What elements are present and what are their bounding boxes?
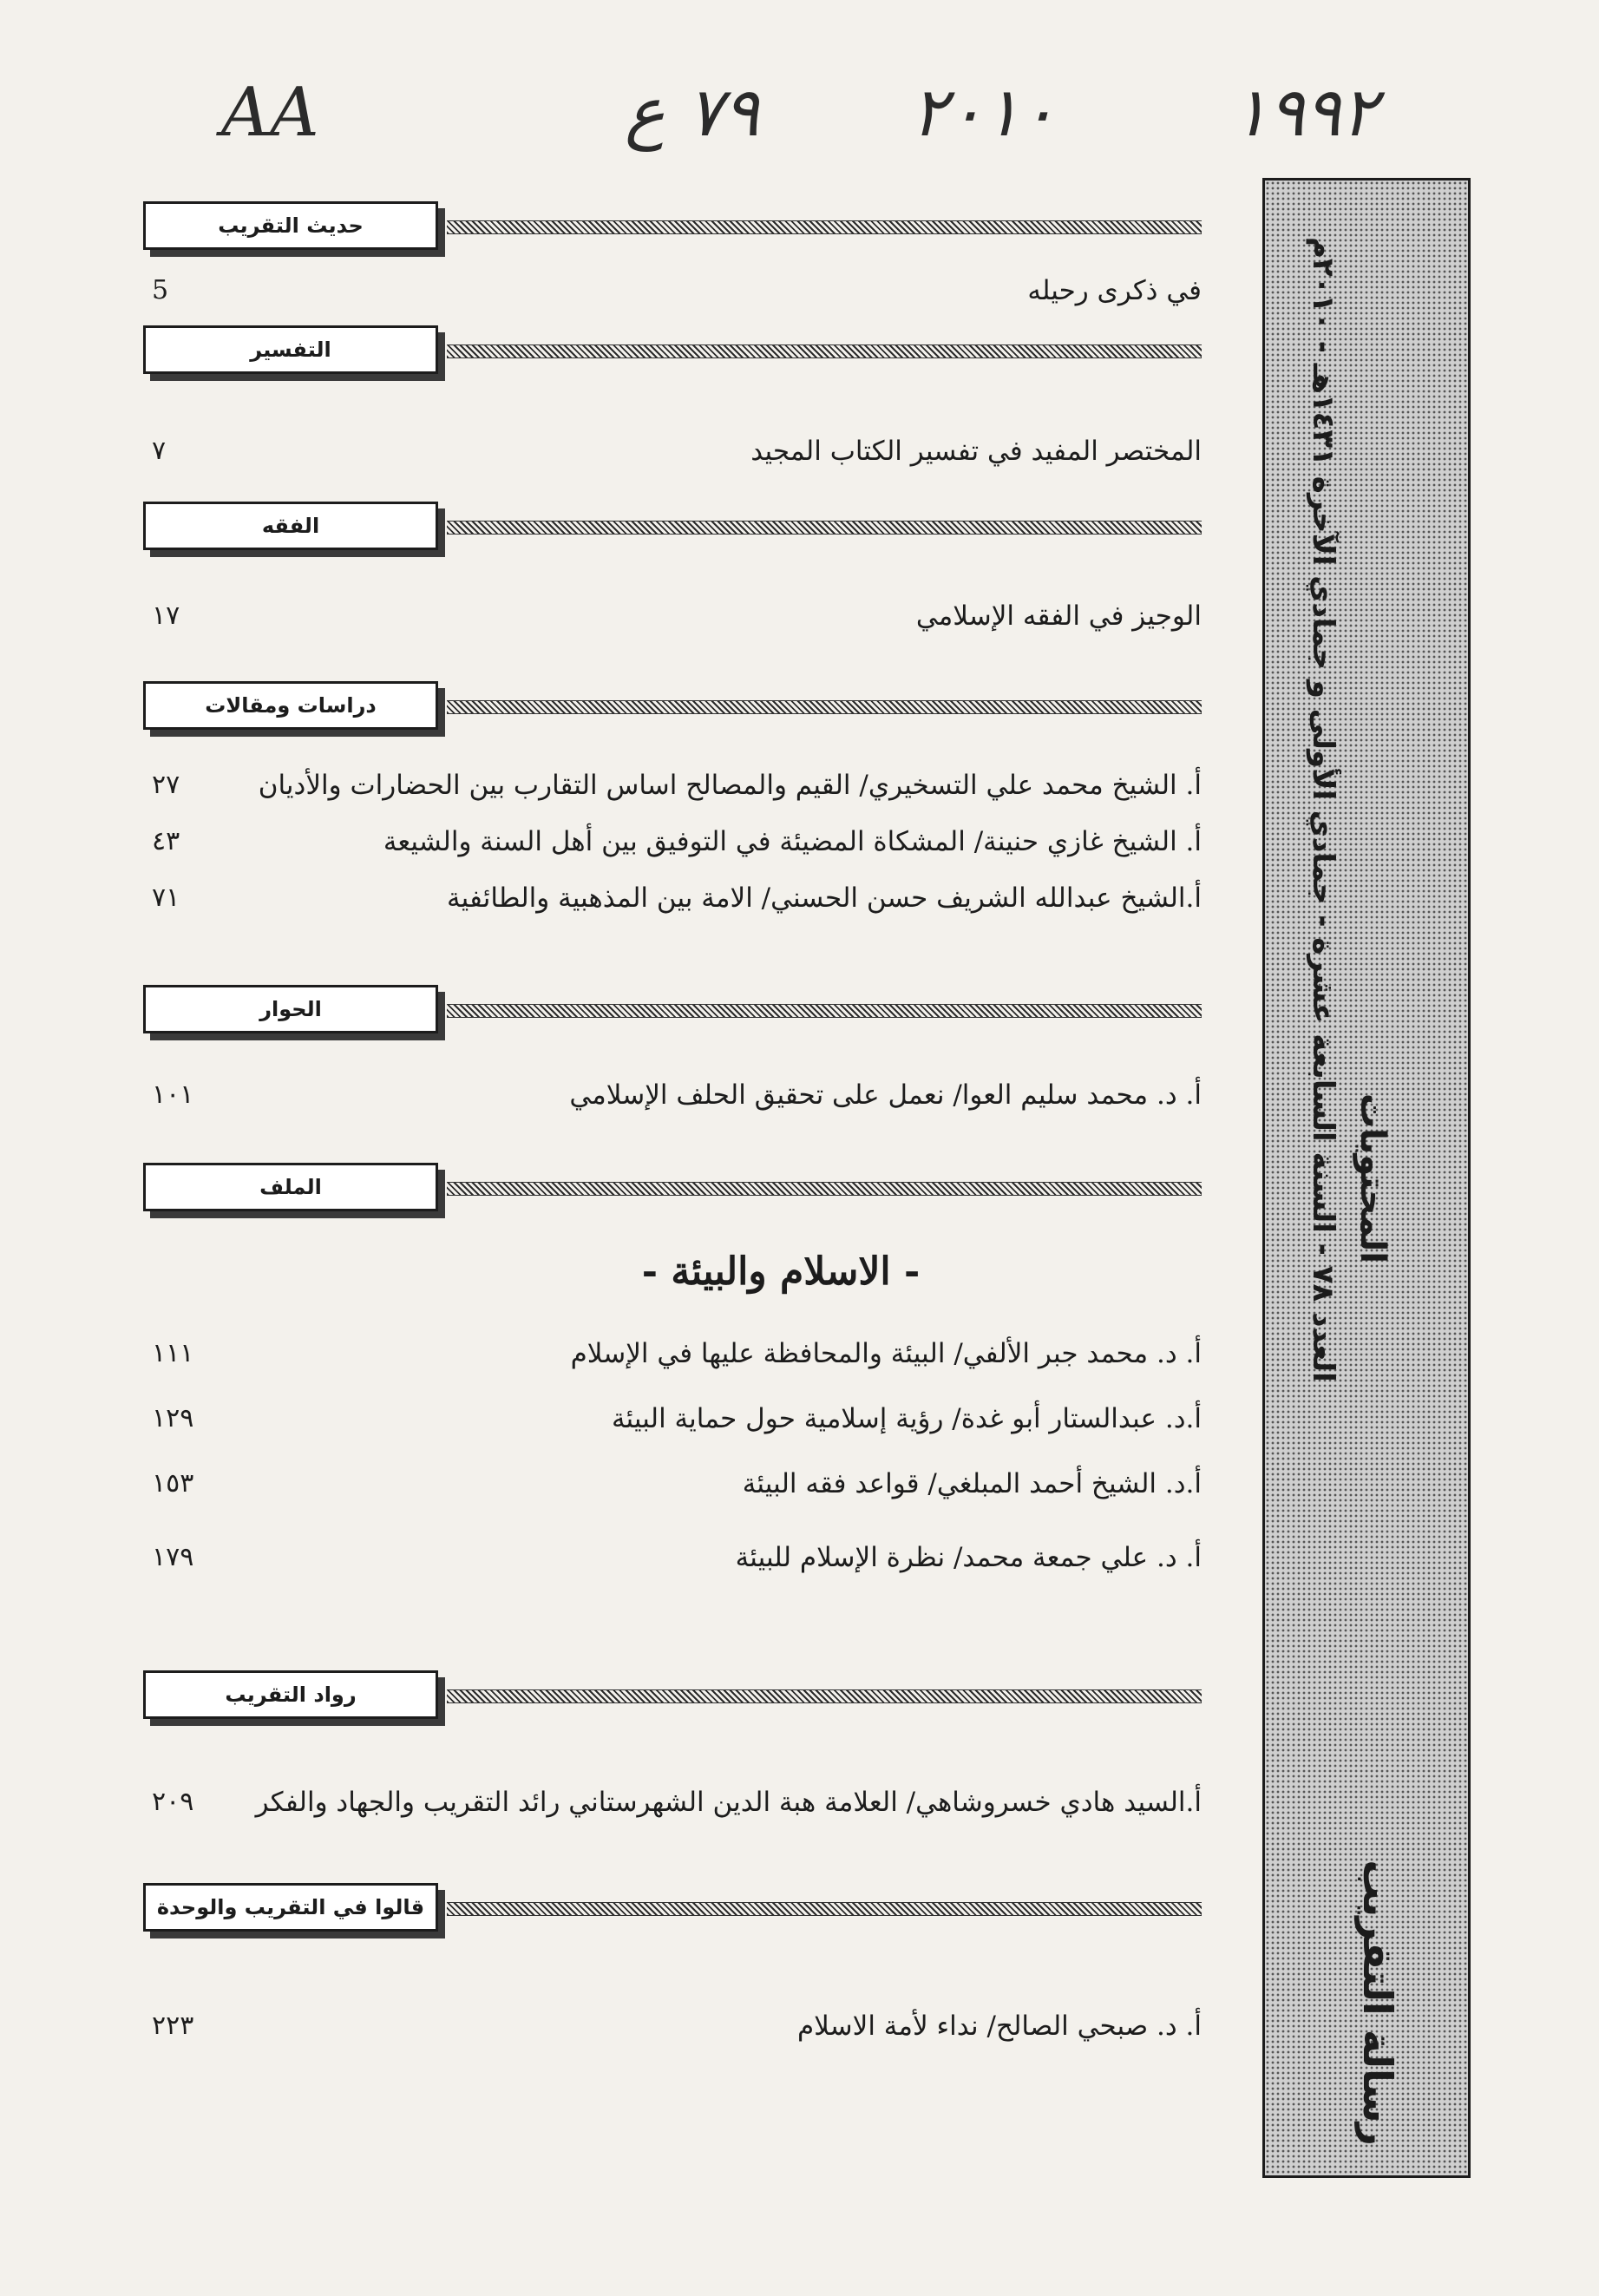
- toc-entry-page: ٧: [152, 436, 167, 466]
- section-label: دراسات ومقالات: [143, 681, 438, 730]
- toc-entry-title: أ.السيد هادي خسروشاهي/ العلامة هبة الدين الشهرستاني رائد التقريب والجهاد والفكر: [255, 1787, 1202, 1818]
- toc-entry-page: ٤٣: [152, 826, 180, 856]
- toc-entry: [143, 1073, 1202, 1117]
- toc-entry-title: في ذكرى رحيله: [1027, 275, 1202, 306]
- toc-entry-title: أ. د. محمد سليم العوا/ نعمل على تحقيق الحلف الإسلامي: [569, 1079, 1202, 1111]
- section-header: [143, 681, 1202, 740]
- toc-entry-page: ٧١: [152, 882, 180, 913]
- section-rule: [447, 1902, 1202, 1916]
- toc-entry-title: أ.الشيخ عبدالله الشريف حسن الحسني/ الامة بين المذهبية والطائفية: [447, 882, 1202, 914]
- section-rule: [447, 1182, 1202, 1196]
- contents-heading: المحتويات: [1353, 1092, 1393, 1263]
- toc-entry: [143, 1397, 1202, 1440]
- toc-entry: [143, 2004, 1202, 2048]
- section-label: الملف: [143, 1163, 438, 1211]
- issue-info: العدد ٧٨ - السنة السابعة عشرة - جمادي الأولى و جمادي الآخرة ١٤٣١هـ - ٢٠١٠م: [1306, 236, 1340, 1382]
- handwritten-note-right: ١٩٩٢: [1232, 74, 1378, 152]
- handwritten-note-middle: ٧٩ ع: [625, 74, 760, 152]
- toc-entry: [143, 1462, 1202, 1506]
- toc-entry-title: أ. الشيخ غازي حنينة/ المشكاة المضيئة في التوفيق بين أهل السنة والشيعة: [383, 826, 1202, 857]
- toc-entry-page: ١٥٣: [152, 1468, 194, 1499]
- toc-entry-title: أ. د. صبحي الصالح/ نداء لأمة الاسلام: [796, 2011, 1202, 2042]
- toc-entry-title: أ.د. الشيخ أحمد المبلغي/ قواعد فقه البيئة: [742, 1468, 1202, 1499]
- section-rule: [447, 700, 1202, 714]
- section-header: [143, 1883, 1202, 1942]
- section-header: [143, 502, 1202, 561]
- journal-title: رسالة التقريب: [1354, 1859, 1401, 2146]
- toc-entry: [143, 876, 1202, 920]
- section-rule: [447, 521, 1202, 535]
- handwritten-note-year: ٢٠١٠: [911, 74, 1057, 152]
- section-header: [143, 1670, 1202, 1729]
- section-rule: [447, 1004, 1202, 1018]
- toc-entry-page: ١٢٩: [152, 1403, 194, 1433]
- toc-entry: [143, 1781, 1202, 1824]
- toc-entry-page: 5: [152, 275, 169, 305]
- section-header: [143, 325, 1202, 384]
- section-rule: [447, 1689, 1202, 1703]
- section-label: حديث التقريب: [143, 201, 438, 250]
- toc-entry-title: أ. الشيخ محمد علي التسخيري/ القيم والمصالح اساس التقارب بين الحضارات والأديان: [258, 770, 1202, 801]
- journal-sidebar: [1262, 178, 1471, 2178]
- section-header: [143, 985, 1202, 1044]
- toc-entry-page: ٢٧: [152, 770, 180, 800]
- section-label: الفقه: [143, 502, 438, 550]
- toc-entry: [143, 269, 1202, 312]
- section-label: الحوار: [143, 985, 438, 1033]
- section-rule: [447, 220, 1202, 234]
- toc-entry: [143, 430, 1202, 473]
- toc-entry-page: ٢٠٩: [152, 1787, 194, 1817]
- toc-entry-title: المختصر المفيد في تفسير الكتاب المجيد: [750, 436, 1202, 467]
- toc-entry: [143, 820, 1202, 863]
- handwritten-note-left: AA: [221, 74, 319, 152]
- toc-entry: [143, 1536, 1202, 1579]
- toc-entry-title: أ. د. محمد جبر الألفي/ البيئة والمحافظة عليها في الإسلام: [570, 1338, 1202, 1369]
- section-label: رواد التقريب: [143, 1670, 438, 1719]
- toc-entry: [143, 1332, 1202, 1375]
- toc-entry-page: ١٠١: [152, 1079, 194, 1110]
- toc-entry-title: أ. د. علي جمعة محمد/ نظرة الإسلام للبيئة: [735, 1542, 1202, 1573]
- toc-entry-title: أ.د. عبدالستار أبو غدة/ رؤية إسلامية حول حماية البيئة: [611, 1403, 1202, 1434]
- section-header: [143, 1163, 1202, 1222]
- toc-entry-page: ٢٢٣: [152, 2011, 194, 2041]
- section-rule: [447, 344, 1202, 358]
- toc-entry: [143, 594, 1202, 638]
- toc-entry-title: الوجيز في الفقه الإسلامي: [915, 600, 1202, 632]
- section-header: [143, 201, 1202, 260]
- file-subheading: - الاسلام والبيئة -: [641, 1250, 921, 1294]
- section-label: قالوا في التقريب والوحدة: [143, 1883, 438, 1932]
- toc-entry: [143, 764, 1202, 807]
- section-label: التفسير: [143, 325, 438, 374]
- toc-entry-page: ١٧: [152, 600, 180, 631]
- toc-entry-page: ١١١: [152, 1338, 194, 1368]
- toc-entry-page: ١٧٩: [152, 1542, 194, 1572]
